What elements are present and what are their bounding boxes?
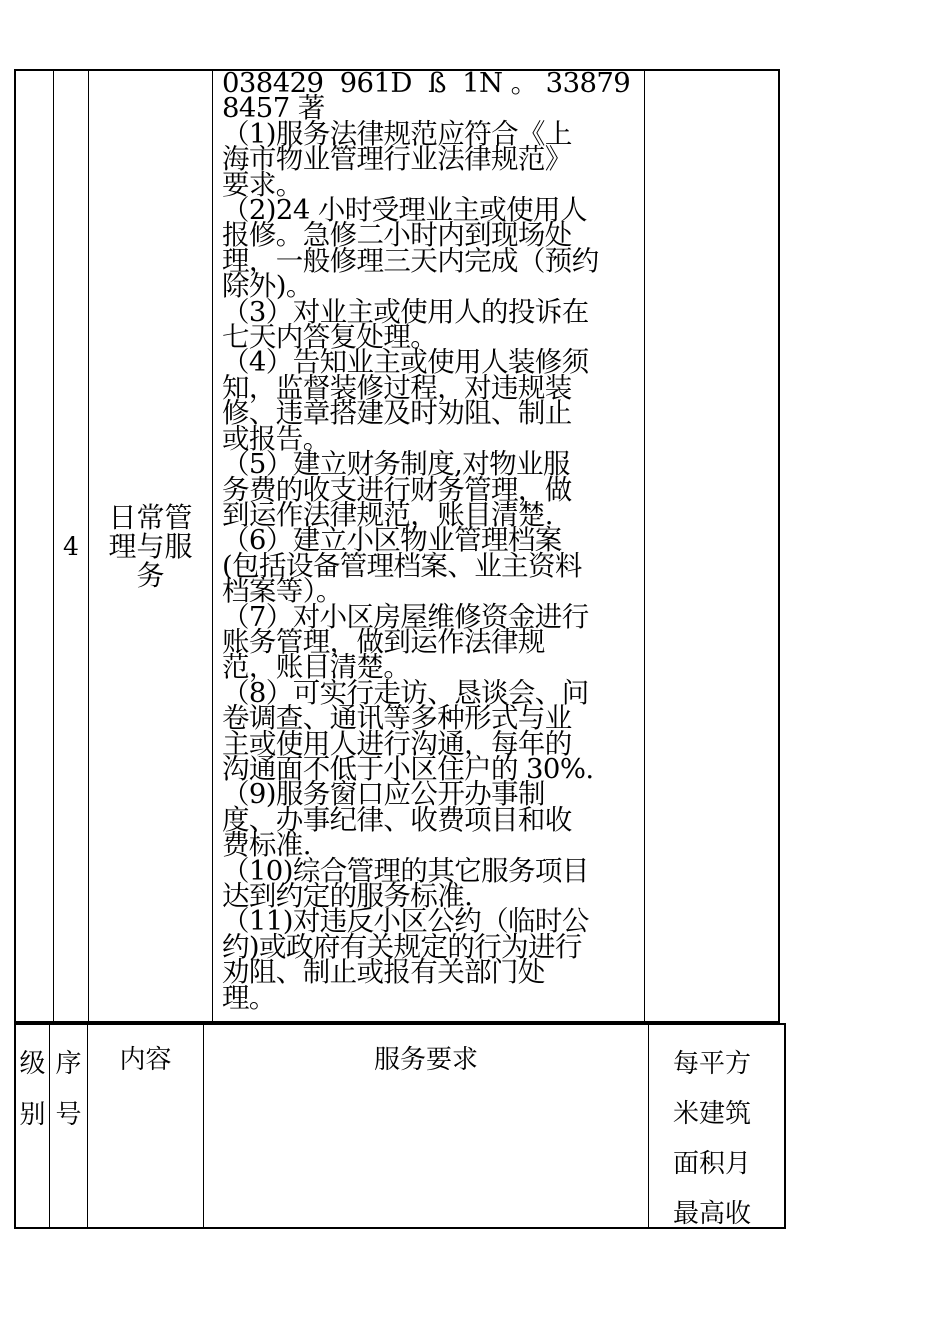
- requirement-line: 务费的收支进行财务管理，做: [222, 473, 572, 506]
- requirement-line: 理，一般修理三天内完成（预约: [222, 244, 599, 277]
- requirement-line: 要求。: [222, 168, 303, 201]
- level-cell: [16, 71, 54, 1021]
- requirement-line: （6）建立小区物业管理档案: [222, 524, 562, 557]
- header-char: 号: [55, 1100, 82, 1130]
- requirement-line: 达到约定的服务标准.: [222, 880, 473, 912]
- service-table-row: [14, 69, 780, 1023]
- requirement-line: 范，账目清楚。: [222, 651, 411, 684]
- header-price-line: 米建筑: [673, 1099, 752, 1129]
- requirement-line: （1)服务法律规范应符合《上: [222, 117, 572, 150]
- requirement-line: （10)综合管理的其它服务项目: [222, 854, 589, 887]
- header-requirements: [204, 1025, 649, 1227]
- requirement-line: 或报告。: [222, 422, 330, 455]
- requirement-line: 到运作法律规范，账目清楚.: [222, 498, 553, 531]
- header-price-line: 最高收: [673, 1199, 752, 1229]
- price-cell: [645, 71, 778, 1021]
- requirement-line: 度、办事纪律、收费项目和收: [222, 803, 572, 836]
- requirement-line: 劝阻、制止或报有关部门处: [222, 956, 545, 989]
- requirement-line: 报修。急修二小时内到现场处: [222, 219, 572, 252]
- header-seq-label: [50, 1039, 87, 1141]
- requirement-line: 卷调查、通讯等多种形式与业: [222, 702, 572, 735]
- content-cell: [89, 71, 213, 1021]
- requirement-line: 修、违章搭建及时劝阻、制止: [222, 397, 572, 430]
- requirement-line: （5）建立财务制度,对物业服: [222, 448, 570, 481]
- requirement-line: 除外)。: [222, 270, 313, 303]
- header-char: 序: [55, 1049, 82, 1079]
- requirement-line: 约)或政府有关规定的行为进行: [222, 930, 582, 963]
- header-char: 别: [19, 1100, 46, 1130]
- header-content-label: 内容: [119, 1045, 172, 1075]
- header-price: [649, 1025, 784, 1227]
- requirement-line: （11)对违反小区公约（临时公: [222, 905, 589, 938]
- header-seq: [50, 1025, 88, 1227]
- requirement-line: 沟通面不低于小区住户的 30%.: [222, 752, 594, 785]
- header-requirements-label: 服务要求: [373, 1045, 478, 1075]
- requirement-line: 知，监督装修过程，对违规装: [222, 371, 572, 404]
- header-level-label: [16, 1039, 49, 1141]
- requirement-line: 账务管理，做到运作法律规: [222, 625, 545, 658]
- requirement-line: （3）对业主或使用人的投诉在: [222, 295, 589, 328]
- requirement-line: 海市物业管理行业法律规范》: [222, 143, 572, 176]
- header-level: [16, 1025, 50, 1227]
- row-content: 日常管理与服务: [108, 500, 193, 592]
- requirement-line: 理。: [222, 981, 276, 1014]
- requirement-line: （4）告知业主或使用人装修须: [222, 346, 589, 379]
- requirement-line: （8）可实行走访、恳谈会、问: [222, 676, 589, 709]
- row-number-cell: [54, 71, 89, 1021]
- header-price-line: 每平方: [673, 1049, 752, 1079]
- requirement-line: 档案等）。: [222, 575, 343, 608]
- requirement-line: (包括设备管理档案、业主资料: [222, 549, 582, 582]
- requirement-line: 费标准.: [222, 829, 311, 862]
- header-price-line: 面积月: [673, 1149, 752, 1179]
- header-char: 级: [19, 1049, 46, 1079]
- row-number: 4: [63, 531, 79, 561]
- requirement-line: （7）对小区房屋维修资金进行: [222, 600, 589, 633]
- header-content: [88, 1025, 204, 1227]
- requirement-line: 主或使用人进行沟通，每年的: [222, 727, 572, 760]
- requirement-line: （2)24 小时受理业主或使用人: [222, 194, 587, 227]
- requirement-line: （9)服务窗口应公开办事制: [222, 778, 545, 811]
- requirement-line: 038429 961D ß 1N 。 33879: [222, 71, 631, 99]
- requirements-cell: [213, 71, 645, 1021]
- requirement-line: 8457 著: [222, 92, 325, 125]
- requirement-line: 七天内答复处理。: [222, 321, 438, 354]
- table-header-row: [14, 1023, 786, 1229]
